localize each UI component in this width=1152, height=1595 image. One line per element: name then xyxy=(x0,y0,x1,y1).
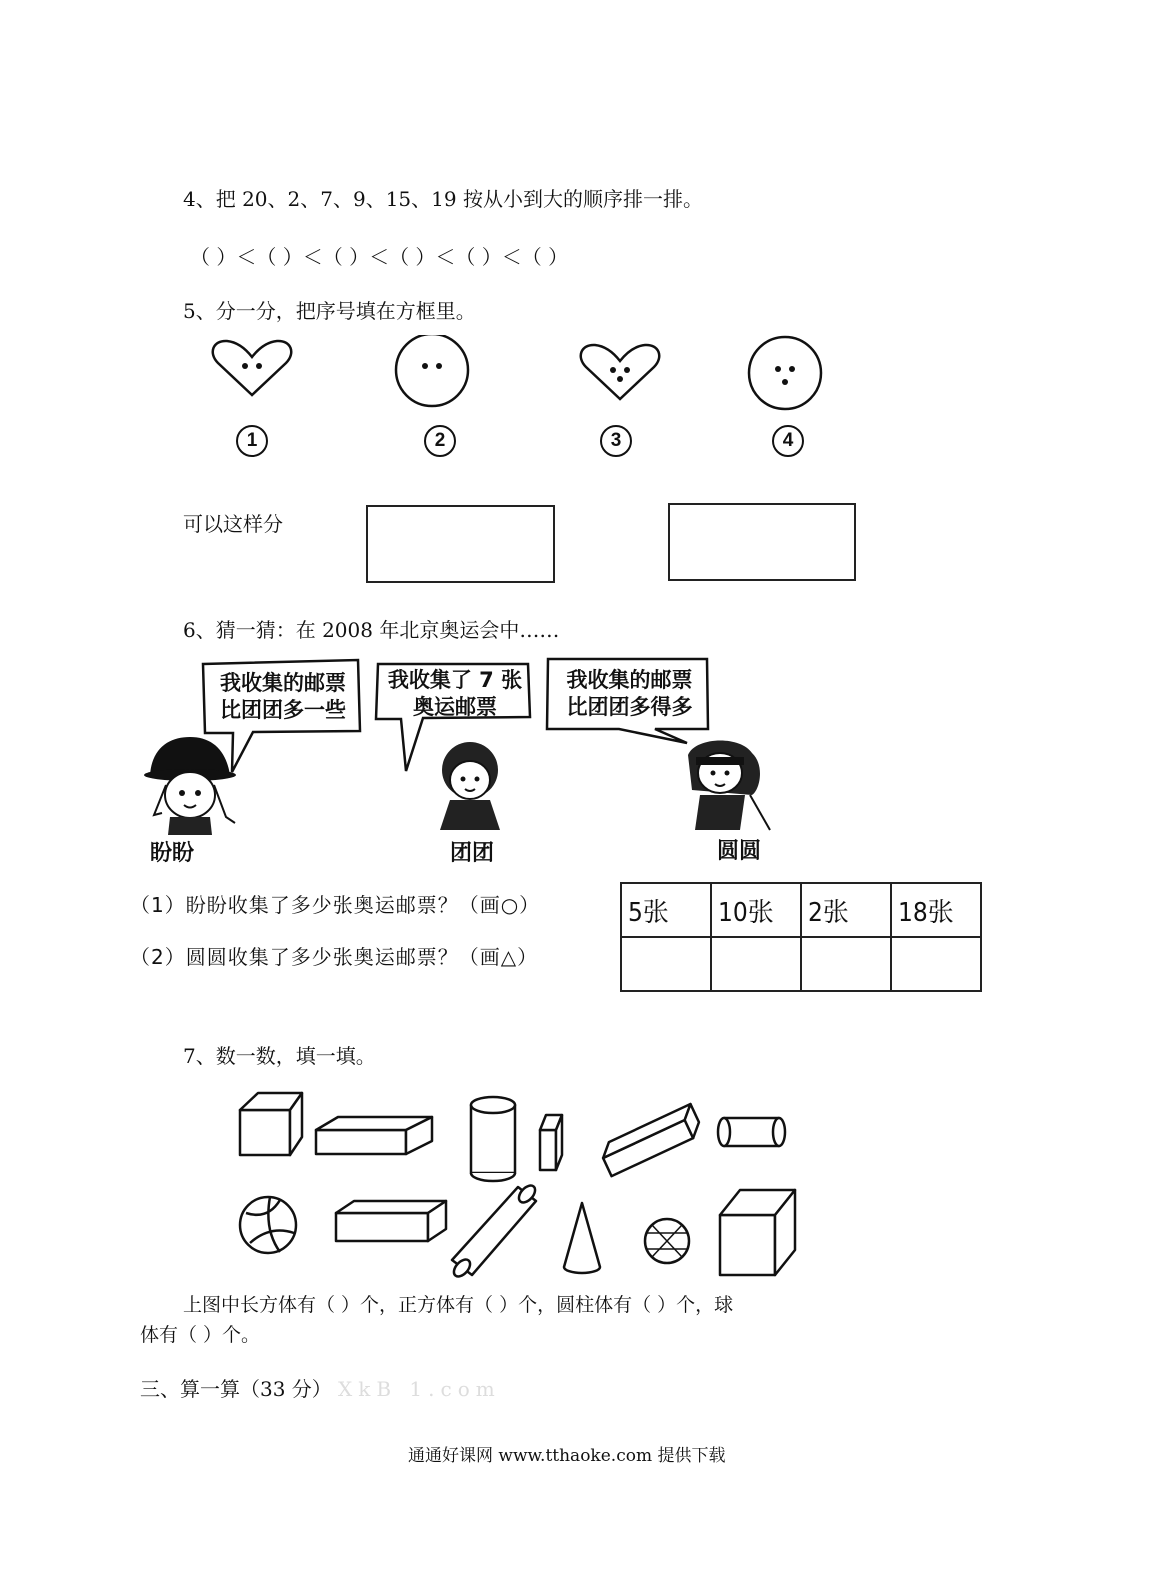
label-4: 4 xyxy=(772,425,804,457)
dot xyxy=(610,367,616,373)
option-cell: 5张 xyxy=(621,883,711,937)
q4-prompt: 4、把 20、2、7、9、15、19 按从小到大的顺序排一排。 xyxy=(183,187,703,211)
q5-shapes xyxy=(205,335,825,415)
dot xyxy=(242,363,248,369)
bubble-1-line1: 我收集的邮票 xyxy=(220,671,346,695)
answer-row xyxy=(621,937,981,991)
circle-shape-4 xyxy=(749,337,821,409)
children-illustration xyxy=(140,735,800,845)
answer-cell[interactable] xyxy=(711,937,801,991)
cuboid-shape-2 xyxy=(540,1115,562,1170)
q6-prompt: 6、猜一猜：在 2008 年北京奥运会中…… xyxy=(183,618,560,642)
ball-shape-2 xyxy=(645,1219,689,1263)
cylinder-shape-1 xyxy=(471,1097,515,1181)
watermark-text: XkB 1.com xyxy=(338,1377,501,1401)
q7-fill-line-2: 体有（ ）个。 xyxy=(140,1324,261,1346)
answer-box-2[interactable] xyxy=(668,503,856,581)
dot xyxy=(256,363,262,369)
dot xyxy=(436,363,442,369)
cube-shape-1 xyxy=(240,1093,302,1155)
answer-cell[interactable] xyxy=(801,937,891,991)
heart-shape-1 xyxy=(213,341,291,395)
label-3: 3 xyxy=(600,425,632,457)
option-cell: 2张 xyxy=(801,883,891,937)
answer-cell[interactable] xyxy=(891,937,981,991)
bubble-1-text xyxy=(208,670,358,724)
dot xyxy=(422,363,428,369)
dot xyxy=(624,367,630,373)
bubble-3-line1: 我收集的邮票 xyxy=(566,668,693,692)
cylinder-shape-3 xyxy=(451,1183,538,1280)
dot xyxy=(782,379,788,385)
bubble-1-line2: 比团团多一些 xyxy=(220,698,346,722)
name-panpan: 盼盼 xyxy=(150,841,195,866)
q4-blanks: （ ）＜（ ）＜（ ）＜（ ）＜（ ）＜（ ） xyxy=(190,245,569,269)
heart-shape-3 xyxy=(581,345,659,399)
q7-prompt: 7、数一数，填一填。 xyxy=(183,1044,376,1068)
cylinder-shape-2 xyxy=(718,1118,785,1146)
name-tuantuan: 团团 xyxy=(450,841,495,866)
options-row xyxy=(621,883,981,937)
option-cell: 10张 xyxy=(711,883,801,937)
dot xyxy=(789,366,795,372)
q5-answer-label: 可以这样分 xyxy=(183,512,283,536)
answer-box-1[interactable] xyxy=(366,505,555,583)
circle-shape-2 xyxy=(396,335,468,406)
solids-illustration xyxy=(230,1085,810,1285)
cuboid-shape-3 xyxy=(598,1104,704,1176)
answer-cell[interactable] xyxy=(621,937,711,991)
tuantuan-figure xyxy=(440,742,500,830)
panpan-figure xyxy=(144,737,236,835)
q5-prompt: 5、分一分，把序号填在方框里。 xyxy=(183,299,476,323)
option-cell: 18张 xyxy=(891,883,981,937)
q6-question-1: （1）盼盼收集了多少张奥运邮票？（画○） xyxy=(130,893,541,917)
stamp-count-table xyxy=(620,882,982,992)
label-1: 1 xyxy=(236,425,268,457)
label-2: 2 xyxy=(424,425,456,457)
bubble-3-text xyxy=(552,667,707,721)
cuboid-shape-1 xyxy=(316,1117,432,1154)
dot xyxy=(775,366,781,372)
q6-question-2: （2）圆圆收集了多少张奥运邮票？（画△） xyxy=(130,945,539,969)
yuanyuan-figure xyxy=(688,740,770,830)
bubble-2-line2: 奥运邮票 xyxy=(413,695,497,719)
cuboid-shape-4 xyxy=(336,1201,446,1241)
dot xyxy=(617,376,623,382)
q7-fill-line-1: 上图中长方体有（ ）个，正方体有（ ）个，圆柱体有（ ）个，球 xyxy=(183,1294,734,1316)
name-yuanyuan: 圆圆 xyxy=(717,839,762,864)
section-3-title: 三、算一算（33 分） xyxy=(140,1377,332,1401)
bubble-3-line2: 比团团多得多 xyxy=(566,695,693,719)
bubble-2-line1: 我收集了 7 张 xyxy=(387,668,523,692)
ball-shape-1 xyxy=(240,1197,296,1253)
cube-shape-2 xyxy=(720,1190,795,1275)
footer-text: 通通好课网 www.tthaoke.com 提供下载 xyxy=(408,1446,726,1466)
cone-shape xyxy=(564,1203,600,1273)
bubble-2-text xyxy=(380,667,530,721)
